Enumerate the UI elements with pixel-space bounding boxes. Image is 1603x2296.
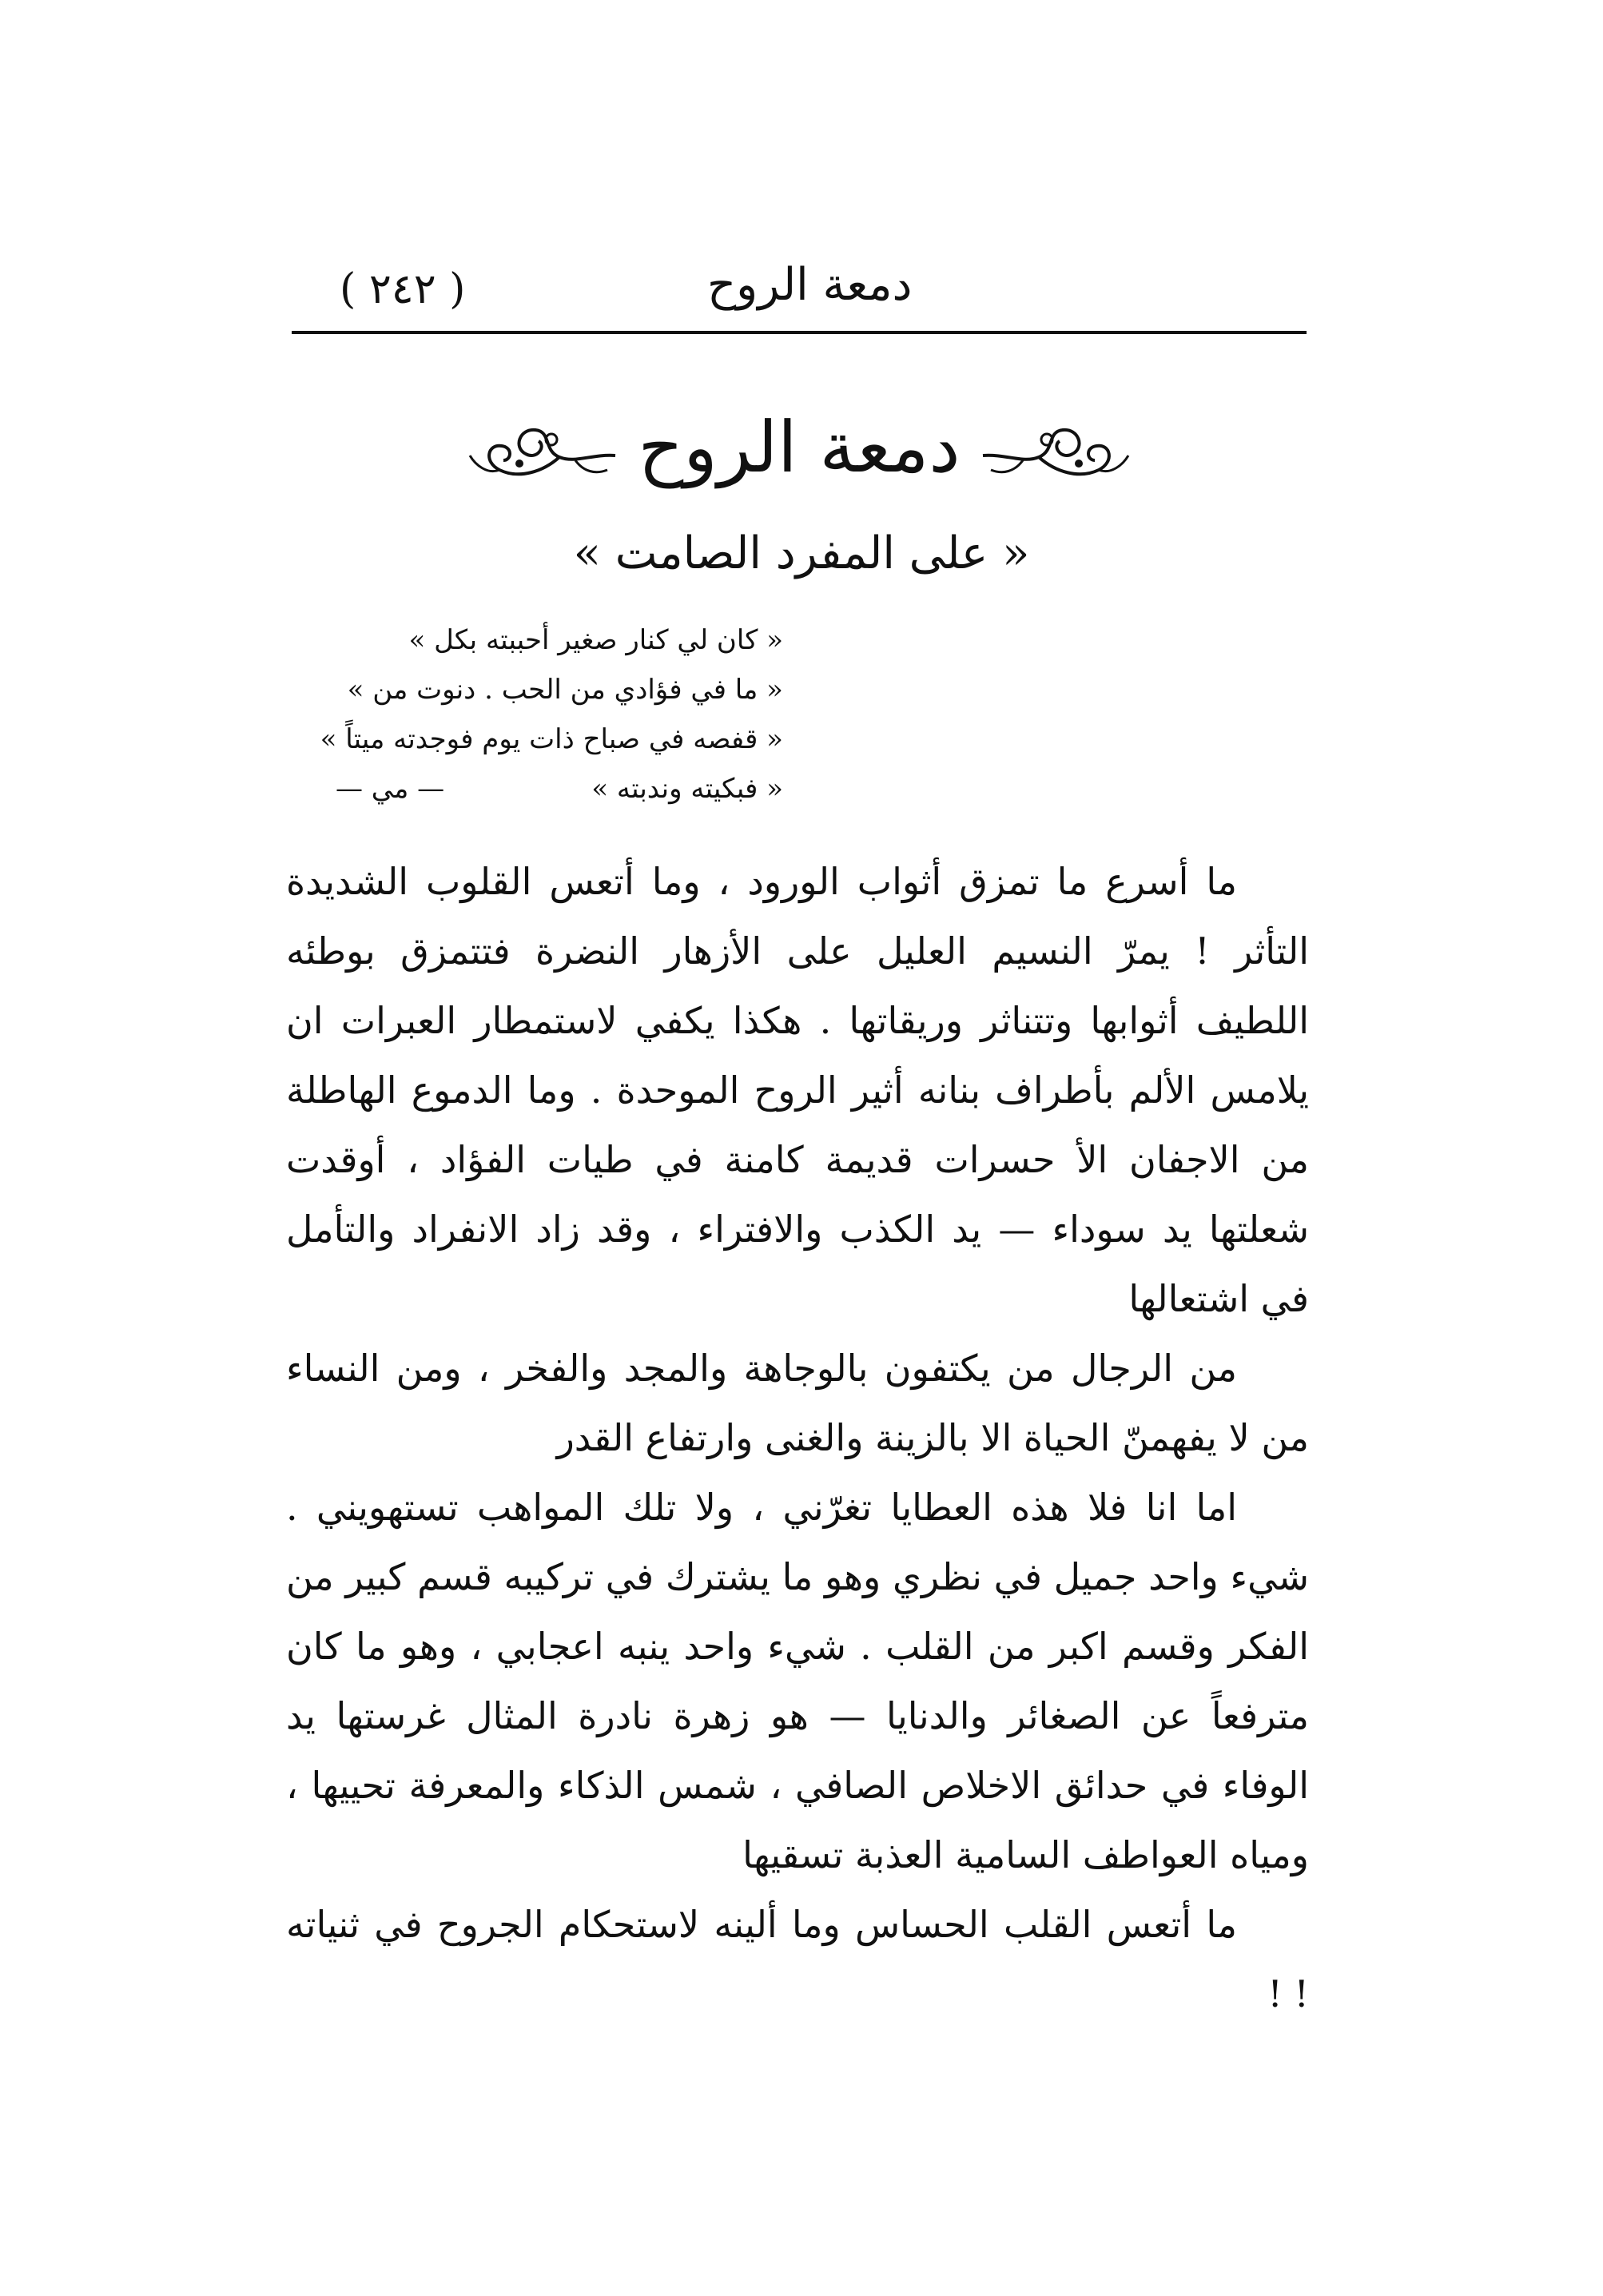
paragraph: ما أتعس القلب الحساس وما ألينه لاستحكام الجروح في ثنياته ! ! [286, 1903, 1309, 2015]
running-header [292, 254, 1307, 334]
title-block [447, 400, 1151, 503]
body-text [286, 847, 1309, 2029]
epigraph-line: « قفصه في صباح ذات يوم فوجدته ميتاً » [320, 723, 783, 755]
epigraph-last-line [336, 764, 783, 814]
epigraph-line: « فبكيته وندبته » [591, 773, 783, 805]
epigraph [320, 615, 783, 814]
running-title: دمعة الروح [707, 259, 913, 311]
epigraph-line: « كان لي كنار صغير أحببته بكل » [408, 624, 783, 656]
page-number: ( ٢٤٢ ) [340, 265, 466, 313]
paragraph: اما انا فلا هذه العطايا تغرّني ، ولا تلك المواهب تستهويني . شيء واحد جميل في نظري وهو ما يشترك في تركيبه قسم كبير من الفكر وقسم اكبر من القلب . شيء واحد ينبه اعجابي ، وهو ما كان مترفعاً عن الصغائر والدنايا — هو زهرة نادرة المثال غرستها يد الوفاء في حدائق الاخلاص الصافي ، شمس الذكاء والمعرفة تحييها ، ومياه العواطف السامية العذبة تسقيها [286, 1486, 1309, 1876]
epigraph-signature: — مي — [336, 773, 445, 805]
paragraph: من الرجال من يكتفون بالوجاهة والمجد والفخر ، ومن النساء من لا يفهمنّ الحياة الا بالزينة والغنى وارتفاع القدر [286, 1347, 1309, 1459]
main-title: دمعة الروح [638, 406, 961, 488]
subtitle: « على المفرد الصامت » [573, 527, 1030, 579]
epigraph-line: « ما في فؤادي من الحب . دنوت من » [347, 674, 783, 706]
header-rule [292, 331, 1307, 334]
paragraph: ما أسرع ما تمزق أثواب الورود ، وما أتعس القلوب الشديدة التأثر ! يمرّ النسيم العليل على الأزهار النضرة فتتمزق بوطئه اللطيف أثوابها وتتناثر وريقاتها . هكذا يكفي لاستمطار العبرات ان يلامس الألم بأطراف بنانه أثير الروح الموحدة . وما الدموع الهاطلة من الاجفان الأ حسرات قديمة كامنة في طيات الفؤاد ، أوقدت شعلتها يد سوداء — يد الكذب والافتراء ، وقد زاد الانفراد والتأمل في اشتعالها [286, 860, 1309, 1320]
floral-ornament-icon [975, 408, 1135, 495]
floral-ornament-icon [463, 408, 623, 495]
